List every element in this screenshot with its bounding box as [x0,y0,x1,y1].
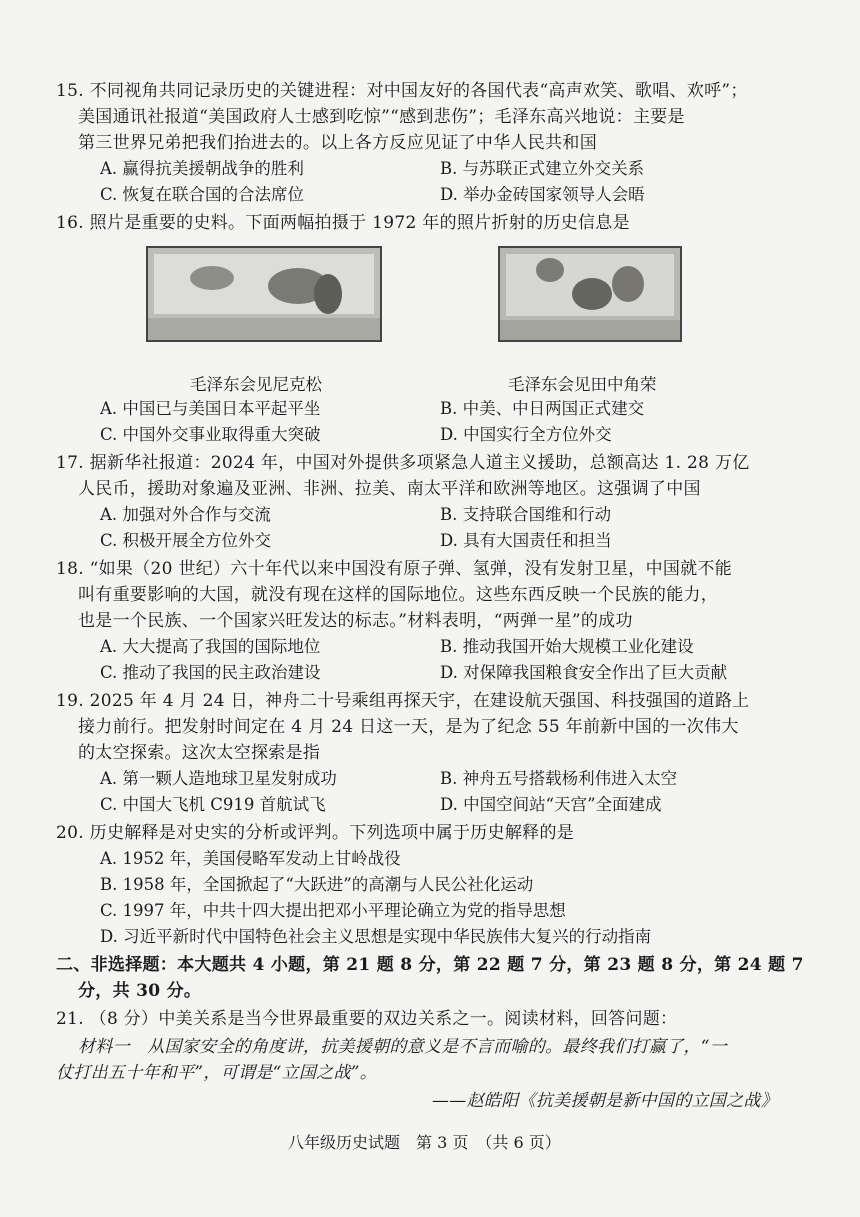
photo-caption-nixon: 毛泽东会见尼克松 [190,375,322,394]
q16-option-b: B. 中美、中日两国正式建交 [440,399,645,418]
photo-mao-nixon [146,246,382,342]
q16-option-d: D. 中国实行全方位外交 [440,425,612,444]
page-footer: 八年级历史试题 第 3 页 （共 6 页） [288,1133,561,1152]
q16-stem-line1: 16. 照片是重要的史料。下面两幅拍摄于 1972 年的照片折射的历史信息是 [56,213,630,233]
q18-option-b: B. 推动我国开始大规模工业化建设 [440,637,694,656]
q17-option-a: A. 加强对外合作与交流 [100,505,271,524]
q21-material1-line2: 仗打出五十年和平”，可谓是“立国之战”。 [56,1063,378,1083]
photo-mao-nixon-image [148,248,380,340]
q20-option-a: A. 1952 年，美国侵略军发动上甘岭战役 [100,849,401,868]
q21-stem-line1: 21. （8 分）中美关系是当今世界最重要的双边关系之一。阅读材料，回答问题： [56,1009,678,1029]
q17-option-d: D. 具有大国责任和担当 [440,531,612,550]
q15-option-b: B. 与苏联正式建立外交关系 [440,159,645,178]
photo-mao-tanaka-image [500,248,680,340]
section2-heading-line2: 分，共 30 分。 [78,981,202,1001]
q21-material1-line1: 材料一 从国家安全的角度讲，抗美援朝的意义是不言而喻的。最终我们打赢了，“一 [78,1037,728,1057]
q17-stem-line1: 17. 据新华社报道：2024 年，中国对外提供多项紧急人道主义援助，总额高达 1. 28 万亿 [56,453,750,473]
q18-option-c: C. 推动了我国的民主政治建设 [100,663,321,682]
q18-stem-line1: 18. “如果（20 世纪）六十年代以来中国没有原子弹、氢弹，没有发射卫星，中国就不能 [56,559,733,579]
q17-option-c: C. 积极开展全方位外交 [100,531,272,550]
q20-option-d: D. 习近平新时代中国特色社会主义思想是实现中华民族伟大复兴的行动指南 [100,927,652,946]
q19-option-c: C. 中国大飞机 C919 首航试飞 [100,795,326,814]
q19-option-a: A. 第一颗人造地球卫星发射成功 [100,769,337,788]
section2-heading-line1: 二、非选择题：本大题共 4 小题，第 21 题 8 分，第 22 题 7 分，第 23 题 8 分，第 24 题 7 [56,955,804,975]
photo-mao-tanaka [498,246,682,342]
q19-stem-line1: 19. 2025 年 4 月 24 日，神舟二十号乘组再探天宇，在建设航天强国、科技强国的道路上 [56,691,750,711]
q19-stem-line2: 接力前行。把发射时间定在 4 月 24 日这一天，是为了纪念 55 年前新中国的一次伟大 [78,717,739,737]
q19-option-d: D. 中国空间站“天宫”全面建成 [440,795,662,814]
q15-stem-line1: 15. 不同视角共同记录历史的关键进程：对中国友好的各国代表“高声欢笑、歌唱、欢呼”； [56,81,748,101]
q15-stem-line2: 美国通讯社报道“美国政府人士感到吃惊”“感到悲伤”；毛泽东高兴地说：主要是 [78,107,685,127]
q15-option-c: C. 恢复在联合国的合法席位 [100,185,305,204]
q16-option-a: A. 中国已与美国日本平起平坐 [100,399,321,418]
q17-option-b: B. 支持联合国维和行动 [440,505,612,524]
q18-option-d: D. 对保障我国粮食安全作出了巨大贡献 [440,663,728,682]
photo-caption-tanaka: 毛泽东会见田中角荣 [508,375,657,394]
q17-stem-line2: 人民币，援助对象遍及亚洲、非洲、拉美、南太平洋和欧洲等地区。这强调了中国 [78,479,701,499]
q20-option-c: C. 1997 年，中共十四大提出把邓小平理论确立为党的指导思想 [100,901,566,920]
q18-stem-line2: 叫有重要影响的大国，就没有现在这样的国际地位。这些东西反映一个民族的能力， [78,585,719,605]
q20-option-b: B. 1958 年，全国掀起了“大跃进”的高潮与人民公社化运动 [100,875,534,894]
q18-option-a: A. 大大提高了我国的国际地位 [100,637,321,656]
q19-stem-line3: 的太空探索。这次太空探索是指 [78,743,321,763]
q15-option-a: A. 赢得抗美援朝战争的胜利 [100,159,304,178]
q21-material1-source: ——赵皓阳《抗美援朝是新中国的立国之战》 [432,1091,778,1111]
q20-stem-line1: 20. 历史解释是对史实的分析或评判。下列选项中属于历史解释的是 [56,823,575,843]
q15-stem-line3: 第三世界兄弟把我们抬进去的。以上各方反应见证了中华人民共和国 [78,133,597,153]
q15-option-d: D. 举办金砖国家领导人会晤 [440,185,645,204]
q16-option-c: C. 中国外交事业取得重大突破 [100,425,321,444]
q19-option-b: B. 神舟五号搭载杨利伟进入太空 [440,769,678,788]
q18-stem-line3: 也是一个民族、一个国家兴旺发达的标志。”材料表明，“两弹一星”的成功 [78,611,633,631]
